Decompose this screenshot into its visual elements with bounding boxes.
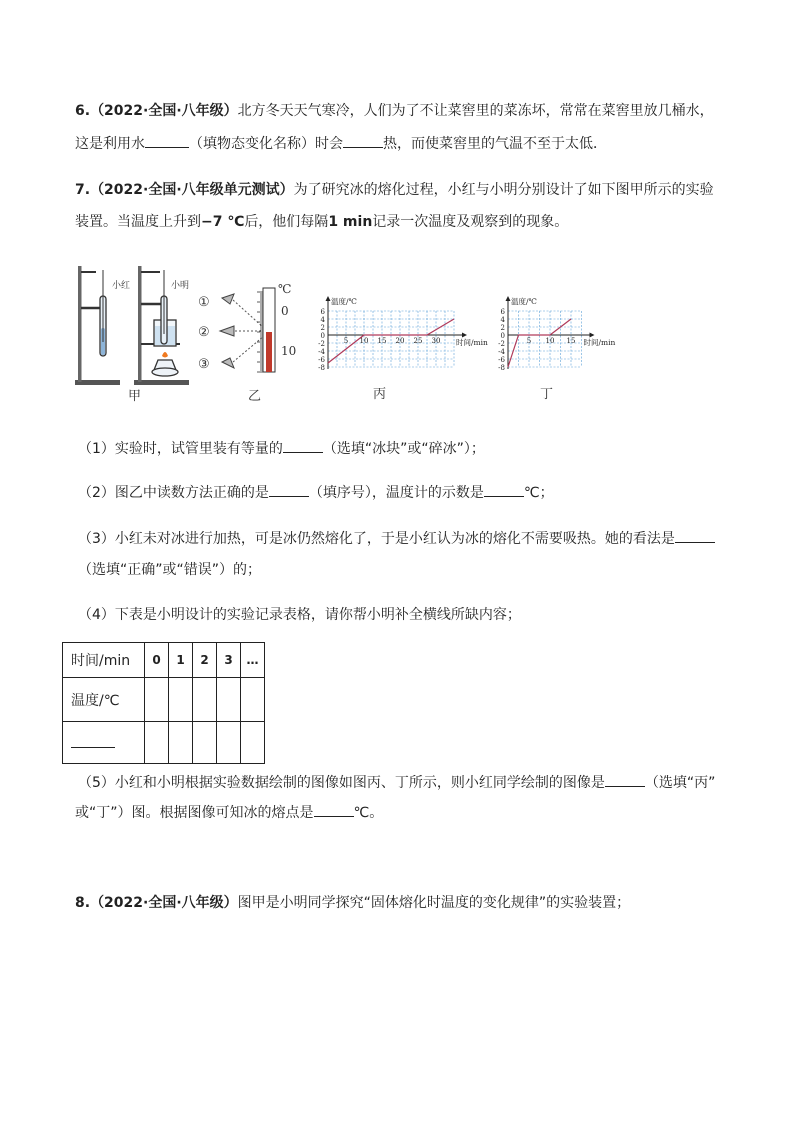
col-header: 1: [169, 643, 193, 678]
y-tick-label: -8: [498, 364, 505, 372]
q6-text-a: 这是利用水: [75, 136, 145, 152]
q6-blank-2[interactable]: [343, 133, 383, 148]
q7-p5-blank-2[interactable]: [314, 802, 354, 817]
col-header: 0: [145, 643, 169, 678]
q7-text: 为了研究冰的熔化过程，小红与小明分别设计了如下图甲所示的实验: [293, 182, 714, 198]
q7-number: 7.: [75, 182, 91, 198]
x-tick-label: 5: [526, 337, 532, 345]
y-tick-label: -4: [318, 348, 325, 356]
y-tick-label: 2: [320, 324, 325, 332]
x-tick-label: 15: [566, 337, 576, 345]
caption-ding: 丁: [540, 387, 554, 402]
q6-number: 6.: [75, 103, 91, 119]
q6-line2: [75, 133, 607, 154]
q7-p2-blank-1[interactable]: [269, 482, 309, 497]
q6-line1: [75, 101, 714, 121]
x-axis-label: 时间/min: [456, 338, 488, 347]
q7-part2: [78, 482, 554, 503]
label-xiaohong: 小红: [112, 281, 131, 291]
x-tick-label: 15: [377, 337, 387, 345]
y-tick-label: -6: [498, 356, 505, 364]
q7-p3-blank[interactable]: [675, 528, 715, 543]
q7-part4: [78, 605, 521, 625]
table-cell[interactable]: [169, 678, 193, 722]
q7-part1: [78, 438, 485, 459]
q6-blank-1[interactable]: [145, 133, 189, 148]
q7-text-b: 后，他们每隔: [244, 214, 329, 230]
q6-text-c: 热，而使菜窖里的气温不至于太低．: [383, 136, 607, 152]
thermometer: [257, 288, 275, 372]
q6-text-b: （填物态变化名称）时会: [189, 136, 343, 152]
y-tick-label: 0: [320, 332, 325, 340]
x-axis-label: 时间/min: [583, 338, 616, 347]
y-tick-label: 6: [320, 308, 325, 316]
col-header: 3: [217, 643, 241, 678]
y-tick-label: 4: [500, 316, 505, 324]
q7-p5-text-c: 或“丁”）图。根据图像可知冰的熔点是: [75, 805, 314, 821]
q7-source: （2022·全国·八年级单元测试）: [90, 182, 294, 198]
col-header: …: [241, 643, 265, 678]
caption-bing: 丙: [373, 387, 387, 402]
q7-p2-blank-2[interactable]: [484, 482, 524, 497]
q7-line1: [75, 180, 714, 200]
col-header: 2: [193, 643, 217, 678]
therm-label-0: 0: [281, 304, 289, 318]
sight-lines: [233, 300, 264, 362]
q7-part5-line1: [78, 772, 715, 793]
y-arrow: [326, 296, 331, 301]
table-row: [63, 643, 265, 678]
y-tick-label: 0: [500, 332, 505, 340]
q7-p3-text-a: （3）小红未对冰进行加热，可是冰仍然熔化了，于是小红认为冰的熔化不需要吸热。她的看法是: [78, 531, 675, 547]
y-tick-label: 4: [320, 316, 325, 324]
eye-2: ②: [198, 325, 210, 340]
therm-label-10: 10: [281, 344, 297, 358]
q7-part3-line1: [78, 528, 715, 549]
q7-p2-text-a: （2）图乙中读数方法正确的是: [78, 485, 269, 501]
table-row: [63, 722, 265, 764]
q6-source: （2022·全国·八年级）: [90, 103, 238, 119]
q7-part5-line2: [75, 802, 383, 823]
x-tick-label: 10: [545, 337, 555, 345]
label-xiaoming: 小明: [171, 281, 190, 291]
table-cell[interactable]: [217, 722, 241, 764]
q7-p3-text-b: （选填“正确”或“错误”）的；: [78, 562, 262, 578]
q7-p5-text-d: ℃。: [353, 805, 384, 821]
chart-bing: [318, 296, 488, 372]
q7-p1-text-a: （1）实验时，试管里装有等量的: [78, 441, 283, 457]
q8-line1: [75, 893, 630, 913]
q7-p1-text-b: （选填“冰块”或“碎冰”）；: [322, 441, 485, 457]
q7-p2-text-b: （填序号），温度计的示数是: [308, 485, 484, 501]
y-axis-label: 温度/℃: [511, 297, 537, 306]
table-blank[interactable]: [71, 733, 115, 748]
q8-source: （2022·全国·八年级）: [90, 895, 238, 911]
x-tick-label: 25: [413, 337, 423, 345]
caption-jia: 甲: [128, 389, 142, 404]
row-missing[interactable]: [63, 722, 145, 764]
experiment-figure: [70, 258, 630, 408]
table-cell[interactable]: [145, 678, 169, 722]
y-tick-label: 2: [500, 324, 505, 332]
x-tick-label: 30: [431, 337, 441, 345]
q7-p5-text-b: （选填“丙”: [644, 775, 716, 791]
x-tick-label: 20: [395, 337, 405, 345]
header-time: 时间/min: [63, 643, 145, 678]
q7-interval: 1 min: [328, 214, 373, 230]
x-arrow: [590, 333, 595, 338]
table-cell[interactable]: [241, 722, 265, 764]
q6-text: 北方冬天天气寒冷，人们为了不让菜窖里的菜冻坏，常常在菜窖里放几桶水，: [237, 103, 714, 119]
table-cell[interactable]: [193, 722, 217, 764]
therm-unit: ℃: [278, 282, 292, 296]
q7-part3-line2: [78, 560, 261, 580]
x-tick-label: 5: [343, 337, 349, 345]
q7-text-c: 记录一次温度及观察到的现象。: [372, 214, 569, 230]
q7-p2-text-c: ℃；: [523, 485, 554, 501]
q8-number: 8.: [75, 895, 91, 911]
q7-p4-text: （4）下表是小明设计的实验记录表格，请你帮小明补全横线所缺内容；: [78, 607, 521, 623]
q7-p5-blank-1[interactable]: [605, 772, 645, 787]
y-tick-label: -2: [498, 340, 505, 348]
eye-icons: [220, 294, 234, 368]
x-arrow: [462, 333, 467, 338]
q7-text-a: 装置。当温度上升到: [75, 214, 201, 230]
q7-line2: [75, 212, 568, 232]
y-tick-label: -8: [318, 364, 325, 372]
caption-yi: 乙: [248, 389, 262, 404]
y-tick-label: 6: [500, 308, 505, 316]
eye-1: ①: [198, 295, 210, 310]
table-row: [63, 678, 265, 722]
q7-p5-text-a: （5）小红和小明根据实验数据绘制的图像如图丙、丁所示，则小红同学绘制的图像是: [78, 775, 605, 791]
y-tick-label: -4: [498, 348, 505, 356]
y-axis-label: 温度/℃: [331, 297, 357, 306]
x-tick-label: 10: [359, 337, 369, 345]
table-cell[interactable]: [169, 722, 193, 764]
chart-ding: [498, 296, 615, 372]
row-temperature: 温度/℃: [63, 678, 145, 722]
y-tick-label: -2: [318, 340, 325, 348]
y-tick-label: -6: [318, 356, 325, 364]
eye-3: ③: [198, 357, 210, 372]
q7-p1-blank[interactable]: [283, 438, 323, 453]
record-table: [62, 642, 265, 764]
table-cell[interactable]: [217, 678, 241, 722]
y-arrow: [506, 296, 511, 301]
table-cell[interactable]: [193, 678, 217, 722]
table-cell[interactable]: [145, 722, 169, 764]
table-cell[interactable]: [241, 678, 265, 722]
q8-text: 图甲是小明同学探究“固体熔化时温度的变化规律”的实验装置；: [237, 895, 631, 911]
q7-temperature: −7 ℃: [201, 214, 245, 230]
